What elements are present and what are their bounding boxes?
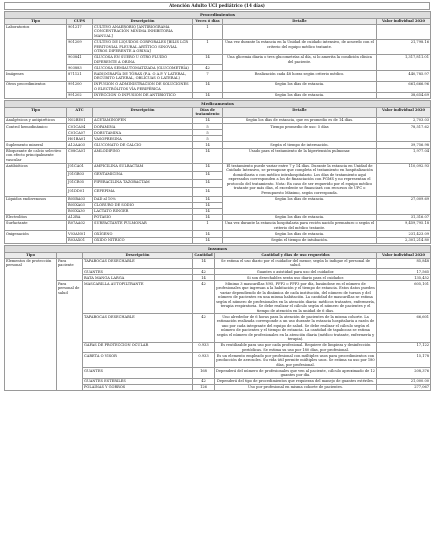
supplies-header-cell: Cantidad y días de uso requeridos — [215, 252, 377, 258]
medications-cell: 14 — [193, 196, 223, 202]
medications-cell: Control hemodinámico — [5, 124, 67, 142]
medications-cell: 14 — [193, 163, 223, 171]
medications-cell: H01BA01 — [67, 136, 93, 142]
supplies-cell: TAPABOCAS DESECHABLE — [83, 258, 193, 269]
procedures-cell: 991202 — [67, 92, 93, 98]
document-title: Atención Adulto UCI pediátrico (14 días) — [5, 3, 430, 10]
supplies-cell: GUANTES — [83, 368, 193, 379]
medications-cell: Según los días de estancia. — [223, 231, 377, 237]
medications-cell: 5 — [193, 124, 223, 130]
supplies-table — [4, 245, 431, 391]
procedures-row — [5, 71, 431, 82]
medications-cell: 2,703.03 — [377, 118, 431, 124]
supplies-cell: Dependerá del tipo de procedimientos que requieran del manejo de guantes estériles. — [215, 379, 377, 385]
supplies-cell: 66,601 — [377, 314, 431, 343]
procedures-cell: 901217 — [67, 24, 93, 39]
medications-cell: AMLODIPINO — [93, 148, 193, 163]
supplies-cell: 42 — [193, 314, 215, 343]
supplies-cell: BATA MANGA LARGA — [83, 275, 193, 281]
supplies-cell: Dependerá del número de profesionales que ven al paciente, cálculo aproximado de 12 guantes por día. — [216, 368, 375, 378]
supplies-header-cell: Tipo — [5, 252, 57, 258]
procedures-cell: 38,654.69 — [377, 92, 431, 98]
medications-header-cell: Detalle — [223, 107, 377, 118]
medications-cell: DOPAMINA — [93, 124, 193, 130]
medications-cell: Según el tiempo de intubación. — [223, 237, 377, 243]
medications-cell: 39,756.98 — [377, 142, 431, 148]
procedures-header-cell: Valor individual 2020 — [377, 18, 431, 24]
medications-cell: OXÍGENO — [93, 231, 193, 237]
medications-cell: B05BA03 — [67, 196, 93, 202]
supplies-cell: 17,122 — [377, 342, 431, 353]
supplies-cell: 135,452 — [377, 275, 431, 281]
procedures-cell: RADIOGRAFÍA DE TÓRAX (P.A. O A.P. Y LATERAL, DECÚBITO LATERAL, OBLICUAS O LATERAL) — [93, 71, 193, 82]
procedures-cell: 871121 — [67, 71, 93, 82]
procedures-row — [5, 54, 431, 65]
medications-cell: Oxigenación — [5, 231, 67, 243]
supplies-row — [5, 281, 431, 314]
procedures-cell: INYECCIÓN O INFUSIÓN DE ANTIBIÓTICO — [93, 92, 193, 98]
supplies-header-cell: Valor individual 2020 — [377, 252, 431, 258]
procedures-cell: 14 — [193, 92, 223, 98]
supplies-cell: Es reutilizable para uso por cada profesional. Requiere de limpieza y desinfección periódicas. Se estima su uso por 180 días, por profesional. — [215, 342, 377, 353]
supplies-cell: 14 — [193, 275, 215, 281]
medications-cell: V03AN01 — [67, 231, 93, 237]
supplies-cell: 42 — [193, 281, 215, 314]
procedures-cell: 42 — [193, 65, 223, 71]
medications-header-cell: Descripción — [93, 107, 193, 118]
medications-header-cell: Tipo — [5, 107, 67, 118]
procedures-cell: 903883 — [67, 65, 93, 71]
supplies-cell: 17,565 — [377, 269, 431, 275]
medications-row — [5, 220, 431, 231]
supplies-cell: 208,376 — [377, 368, 431, 379]
medications-cell: 27,009.69 — [377, 196, 431, 214]
supplies-cell: 126 — [193, 385, 215, 391]
medications-cell: J01GB03 — [67, 171, 93, 179]
supplies-cell: Elementos de protección personal — [5, 258, 57, 391]
medications-cell: SURFACTANTE PULMONAR — [93, 220, 193, 231]
medications-cell: Tiempo promedio de uso: 5 días — [223, 124, 377, 142]
medications-cell: LACTATO RINGER — [93, 208, 193, 214]
procedures-cell: 14 — [193, 81, 223, 92]
supplies-cell: TAPABOCAS DESECHABLE — [83, 314, 193, 343]
medications-cell: C01CA07 — [67, 130, 93, 136]
procedures-row — [5, 92, 431, 98]
supplies-header-cell: Cantidad — [194, 252, 213, 257]
procedures-row — [5, 81, 431, 92]
supplies-cell: 15,178 — [377, 353, 431, 368]
supplies-cell: GUANTES — [83, 269, 193, 275]
medications-cell: Según los días de estancia, que en promedio es de 14 días. — [223, 118, 377, 124]
medications-cell: POTASIO — [93, 214, 193, 220]
medications-cell: Analgésicos y antipiréticos — [5, 118, 67, 124]
medications-header-cell: Días de tratamiento — [193, 107, 223, 118]
medications-cell: B05XA30 — [67, 208, 93, 214]
procedures-cell: CULTIVO DE LÍQUIDOS CORPORALES [BILIS LCR PERITONIAL PLEURAL ARTÍTICO SINOVIAL OTROS DIFERENTE A ORINA] — [93, 39, 193, 54]
supplies-body — [5, 258, 431, 391]
medications-cell: ÓXIDO NÍTRICO — [93, 237, 193, 243]
medications-cell: Antibióticos — [5, 163, 67, 196]
medications-cell: ACETAMINOFÉN — [93, 118, 193, 124]
medications-cell: CLORURO DE SODIO — [93, 202, 193, 208]
medications-cell: 14 — [193, 202, 223, 208]
medications-cell: A12BA — [67, 214, 93, 220]
medications-cell: Suplemento mineral — [5, 142, 67, 148]
medications-cell: 14 — [193, 180, 223, 188]
medications-section-title: Medicamentos — [5, 101, 431, 108]
medications-cell: 78,517.62 — [377, 124, 431, 142]
procedures-cell: GLUCOSA SEMIAUTOMATIZADA (GLUCOMETRÍA) — [93, 65, 193, 71]
procedures-cell: Laboratorios — [5, 24, 67, 71]
procedures-cell: 1 — [193, 39, 223, 54]
medications-cell: R03AX01 — [67, 237, 93, 243]
medications-cell: 31,316.07 — [377, 214, 431, 220]
medications-cell: Según el tiempo de internación. — [223, 142, 377, 148]
medications-cell: Electrolitos — [5, 214, 67, 220]
supplies-cell: Para personal de salud — [57, 281, 83, 391]
medications-cell: C01CA04 — [67, 124, 93, 130]
supplies-cell: 605,101 — [377, 281, 431, 314]
supplies-cell: MASCARILLA AUTOFILTRANTE — [83, 281, 193, 314]
procedures-cell: 21,798.16 — [377, 39, 431, 54]
medications-cell: 9,459,795.18 — [377, 220, 431, 231]
procedures-cell: 901209 — [67, 39, 93, 54]
medications-cell: J01CA01 — [67, 163, 93, 171]
supplies-section-title: Insumos — [5, 246, 431, 253]
medications-cell: AMPICILINA SULBACTAM — [93, 163, 193, 171]
procedures-cell: Una glicemia diaria o tres glucometrías al día, si lo amerita la condición clínica del paciente. — [223, 54, 377, 71]
medications-cell: 14 — [193, 142, 223, 148]
supplies-cell: Es un elemento empleado por profesional con múltiples usos para procedimientos con producción de aerosoles. Su vida útil permite múltiples usos. Se estima su uso por 180 días, por profesional. — [216, 353, 375, 367]
procedures-cell: 440,785.97 — [377, 71, 431, 82]
medications-cell: PIPERACILINA TAZOBACTAM — [93, 180, 193, 188]
supplies-cell: 14 — [193, 258, 215, 269]
supplies-cell: Uso por profesional en misma cohorte de pacientes. — [215, 385, 377, 391]
medications-cell: J01CR05 — [67, 180, 93, 188]
supplies-cell: 0.933 — [193, 342, 215, 353]
medications-row — [5, 148, 431, 163]
supplies-cell: 168 — [193, 368, 215, 379]
medications-cell: 14 — [193, 118, 223, 124]
medications-cell: 2,301,214.80 — [377, 237, 431, 243]
procedures-cell: Según los días de estancia. — [223, 81, 377, 92]
medications-cell: J01DD01 — [67, 188, 93, 196]
supplies-cell: Si son desechables serán uso diario para el cuidador. — [215, 275, 377, 281]
medications-cell: Según los días de estancia. — [223, 196, 377, 214]
medications-cell: El tratamiento puede variar entre 7 y 14 días. Durante la estancia en Unidad de Cuidado Intensivo, se presupone que completa el tratamiento en hospitalización domiciliaria o con médico intrahospitalario. Los días de tratamiento aquí expresados corresponden a los de financiación con PGMS y no representan el protocolo del tratamiento. Nota: En caso de ser requerido por el equipo médico tratante por más días, el excedente se financiará con recursos de UPC o Presupuesto Máximo, según corresponda. — [223, 163, 377, 196]
procedures-cell: Una vez durante la estancia en la Unidad de cuidado intensivo, de acuerdo con el criterio del equipo médico tratante. — [223, 39, 377, 54]
medications-cell: A12AA03 — [67, 142, 93, 148]
medications-cell: B05XA03 — [67, 202, 93, 208]
procedures-cell: Imágenes — [5, 71, 67, 82]
medications-cell: Usado para el tratamiento de la hipertensión pulmonar. — [223, 148, 377, 163]
procedures-header-cell: Veces ó días — [193, 18, 223, 24]
supplies-cell: 0.933 — [193, 353, 215, 368]
medications-cell: 14 — [193, 171, 223, 179]
medications-cell: Según los días de estancia. — [223, 214, 377, 220]
medications-cell: 14 — [193, 231, 223, 237]
procedures-header-cell: Tipo — [5, 18, 67, 24]
supplies-cell: 42 — [193, 379, 215, 385]
supplies-cell: 277,067 — [377, 385, 431, 391]
medications-cell: R07AA02 — [67, 220, 93, 231]
supplies-cell: 21,000.00 — [377, 379, 431, 385]
procedures-cell: 661,666.96 — [377, 81, 431, 92]
procedures-cell: 991200 — [67, 81, 93, 92]
supplies-cell: Para paciente — [57, 258, 83, 281]
medications-cell: GENTAMICINA — [93, 171, 193, 179]
procedures-cell — [377, 24, 431, 39]
medications-cell: 14 — [193, 208, 223, 214]
medications-cell: 5 — [193, 136, 223, 142]
medications-cell: 1,977.04 — [377, 148, 431, 163]
title-table — [4, 2, 430, 10]
medications-cell: 231,423.09 — [377, 231, 431, 237]
procedures-cell: Realización cada 48 horas según criterio médico. — [223, 71, 377, 82]
procedures-cell: 7 — [193, 71, 223, 82]
procedures-cell: GLUCOSA EN SUERO U OTRO FLUIDO DIFERENTE A ORINA — [93, 54, 193, 65]
procedures-cell: 14 — [193, 54, 223, 65]
supplies-header-cell: Descripción — [83, 252, 193, 258]
procedures-header-cell: Descripción — [93, 18, 193, 24]
medications-cell: Bloqueante de calcio selectivo con efecto principalmente vascular — [5, 148, 67, 163]
procedures-header-cell: CUPS — [67, 18, 93, 24]
procedures-body — [5, 24, 431, 98]
medications-cell: 14 — [193, 148, 223, 163]
medications-cell: DOBUTAMINA — [93, 130, 193, 136]
supplies-cell: Mínimo 3 mascarillas N95, FFP2 o FFP3 por día, basándose en el número de profesionales que ingresan a la habitación y el tiempo de estancia. Estos datos pueden variar dependiendo de la dinámica de cada institución, del número de turnos y del número de pacientes en una misma habitación. La cantidad de mascarillas se estima según el número de profesionales en la atención diaria: médicos tratantes, enfermería, terapia respiratoria. Se debe realizar el cálculo según el número de pacientes y el tiempo de atención en la unidad de 6 días. — [216, 281, 375, 313]
procedures-header-cell: Detalle — [223, 18, 377, 24]
procedures-cell: 1 — [193, 24, 223, 39]
medications-cell: VASOPRESINA — [93, 136, 193, 142]
supplies-row — [5, 258, 431, 269]
procedures-cell: INFUSIÓN O ADMINISTRACIÓN DE SOLUCIONES O ELECTRÓLITOS VÍA PERIFÉRICA — [93, 81, 193, 92]
medications-row — [5, 237, 431, 243]
supplies-cell: CARETA O VISOR — [83, 353, 193, 368]
medications-cell: N02BE01 — [67, 118, 93, 124]
procedures-table — [4, 11, 431, 99]
medications-cell: 14 — [193, 237, 223, 243]
medications-cell: CEFEPIMA — [93, 188, 193, 196]
medications-header-cell: Valor individual 2020 — [377, 107, 431, 118]
supplies-cell: POLAINAS Y GORROS — [83, 385, 193, 391]
medications-cell: 110,092.93 — [377, 163, 431, 196]
medications-cell: DAD al 10% — [93, 196, 193, 202]
supplies-cell: GUANTES ESTÉRILES — [83, 379, 193, 385]
procedures-cell: 1,317,811.01 — [377, 54, 431, 71]
medications-row — [5, 163, 431, 171]
medications-body — [5, 118, 431, 243]
supplies-cell: Guantes o asistidad para uso del cuidador. — [215, 269, 377, 275]
medications-cell: 14 — [193, 214, 223, 220]
procedures-section-title: Procedimientos — [5, 12, 431, 19]
medications-cell: 1 — [193, 220, 223, 231]
medications-cell: 5 — [193, 130, 223, 136]
procedures-cell: Según los días de estancia. — [223, 92, 377, 98]
medications-header-cell: ATC — [67, 107, 93, 118]
procedures-cell: 903841 — [67, 54, 93, 65]
medications-cell: Una vez durante la estancia hospitalaria para recién nacido prematuro o según el criterio del médico tratante. — [223, 220, 377, 231]
supplies-cell: GAFAS DE PROTECCIÓN OCULAR — [83, 342, 193, 353]
medications-header-row — [5, 107, 431, 118]
medications-cell: Surfactante — [5, 220, 67, 231]
supplies-cell: 85,848 — [377, 258, 431, 269]
procedures-cell — [223, 24, 377, 39]
medications-cell: 14 — [193, 188, 223, 196]
supplies-cell: Uno alrededor de 6 horas para la atención de pacientes de la misma cohorte. La estimación realizada corresponde a un uso durante la estancia hospitalaria a razón de uno por cada integrante del equipo de salud. Se debe realizar el cálculo según el número de pacientes y el tiempo de estancia. La cantidad de tapabocas se estima según el número de profesionales en la atención diaria (médico tratante, enfermería y terapia). — [215, 314, 377, 343]
procedures-cell: CULTIVO ANAEROBIO [ANTIBIOGRAMA CONCENTRACIÓN MÍNIMA INHIBITORIA MANUAL] — [93, 24, 193, 39]
procedures-row — [5, 39, 431, 54]
medications-cell: GLUCONATO DE CALCIO — [93, 142, 193, 148]
medications-cell: Líquidos endovenosos — [5, 196, 67, 214]
procedures-row — [5, 24, 431, 39]
supplies-cell: 42 — [193, 269, 215, 275]
medications-cell: C08CA01 — [67, 148, 93, 163]
supplies-cell: Se estima el uso diario por el cuidador del menor, según lo indique el personal de salud. — [215, 258, 377, 269]
procedures-cell: Otros procedimientos — [5, 81, 67, 98]
medications-table — [4, 100, 431, 244]
